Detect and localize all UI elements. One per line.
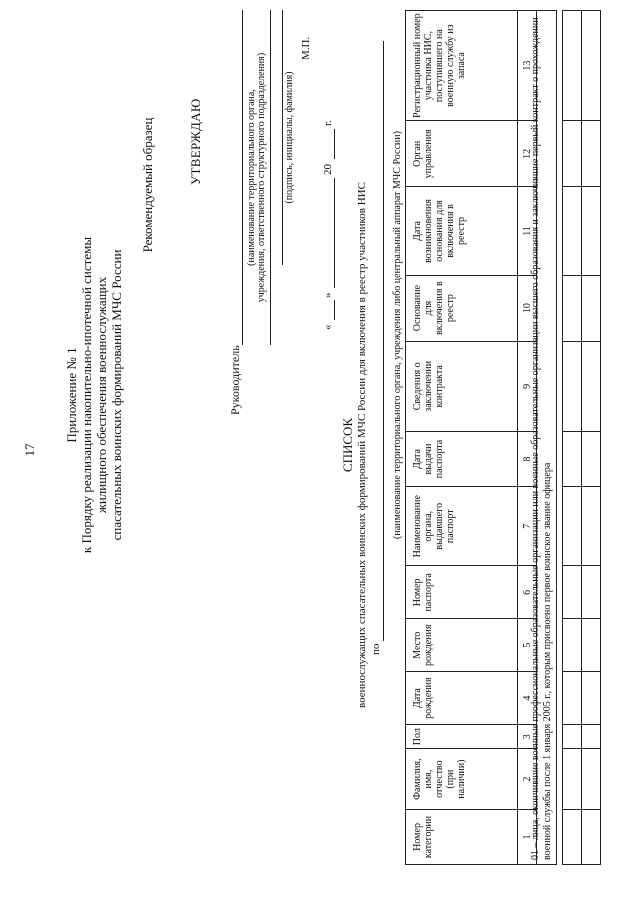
year-prefix: 20 (322, 164, 334, 175)
number-cell: 4 (518, 672, 537, 725)
approve-title: УТВЕРЖДАЮ (188, 98, 203, 185)
blank-cell (563, 566, 582, 619)
signature-note: (подпись, инициалы, фамилия) (284, 71, 295, 204)
po-note: (наименование территориального органа, учреждения либо центральный аппарат МЧС России) (392, 131, 403, 539)
list-subtitle: военнослужащих спасательных воинских формирований МЧС России для включения в реестр участников НИС (356, 182, 368, 708)
appendix-header (64, 135, 124, 655)
blank-cell (582, 749, 601, 810)
date-close-quote: » (322, 292, 334, 298)
head-note-1: (наименование территориального органа, (246, 89, 257, 266)
blank-cell (563, 749, 582, 810)
blank-cell (563, 341, 582, 431)
blank-cell (582, 341, 601, 431)
header-cell: Фамилия, имя, отчество (при наличии) (406, 749, 518, 810)
appendix-line-3: жилищного обеспечения военнослужащих (94, 276, 109, 514)
blank-cell (582, 672, 601, 725)
blank-cell (582, 619, 601, 672)
head-name-line (242, 10, 243, 345)
blank-cell (563, 809, 582, 864)
list-title: СПИСОК (340, 417, 355, 473)
blank-row (563, 11, 582, 865)
appendix-line-1: Приложение № 1 (64, 347, 79, 443)
header-cell: Место рождения (406, 619, 518, 672)
header-cell: Основание для включения в реестр (406, 275, 518, 341)
blank-cell (582, 121, 601, 187)
number-cell: 7 (518, 487, 537, 566)
number-cell: 13 (518, 11, 537, 121)
number-cell: 9 (518, 341, 537, 431)
header-cell: Номер паспорта (406, 566, 518, 619)
header-cell: Орган управления (406, 121, 518, 187)
blank-cell (563, 619, 582, 672)
number-cell: 10 (518, 275, 537, 341)
po-label: по (370, 643, 382, 655)
category-footnote: 01 – лица, окончившие военные профессиональные образовательные организации или военные образовательные организации высшего образования и заключившие первый контракт о прохождении военной службы после 1 января 2005 г., которым присвоено первое воинское звание офицера (528, 10, 557, 865)
header-cell: Дата выдачи паспорта (406, 431, 518, 486)
blank-table (562, 10, 601, 865)
head-label: Руководитель (228, 345, 242, 415)
head-note-2: учреждения, ответственного структурного подразделения) (256, 52, 267, 303)
blank-cell (582, 487, 601, 566)
number-cell: 5 (518, 619, 537, 672)
header-cell: Сведения о заключении контракта (406, 341, 518, 431)
stamp-label: М.П. (300, 36, 312, 60)
header-cell: Дата возникновения основания для включения в реестр (406, 187, 518, 275)
appendix-line-4: спасательных воинских формирований МЧС России (109, 249, 124, 541)
number-cell: 12 (518, 121, 537, 187)
blank-cell (563, 487, 582, 566)
blank-row (582, 11, 601, 865)
blank-cell (563, 725, 582, 749)
blank-cell (582, 431, 601, 486)
number-cell: 6 (518, 566, 537, 619)
date-year-line (334, 129, 335, 159)
date-day-line (334, 300, 335, 320)
date-open-quote: « (322, 324, 334, 330)
blank-cell (563, 187, 582, 275)
header-cell: Номер категории (406, 809, 518, 864)
year-suffix: г. (322, 119, 334, 126)
signature-line (282, 10, 283, 265)
blank-cell (582, 725, 601, 749)
blank-cell (582, 187, 601, 275)
header-cell: Пол (406, 725, 518, 749)
number-cell: 11 (518, 187, 537, 275)
page-number: 17 (22, 443, 37, 457)
blank-cell (563, 121, 582, 187)
po-line (383, 41, 384, 641)
number-cell: 2 (518, 749, 537, 810)
blank-cell (563, 672, 582, 725)
number-cell: 1 (518, 809, 537, 864)
blank-cell (582, 11, 601, 121)
blank-cell (563, 11, 582, 121)
number-cell: 3 (518, 725, 537, 749)
header-cell: Наименование органа, выдавшего паспорт (406, 487, 518, 566)
date-month-line (334, 178, 335, 288)
header-cell: Дата рождения (406, 672, 518, 725)
blank-cell (582, 275, 601, 341)
number-cell: 8 (518, 431, 537, 486)
blank-cell (563, 431, 582, 486)
participants-table (405, 10, 537, 865)
blank-cell (582, 809, 601, 864)
blank-cell (582, 566, 601, 619)
header-cell: Регистрационный номер участника НИС, поступившего на военную службу из запаса (406, 11, 518, 121)
table-header-row (406, 11, 518, 865)
org-line (270, 10, 271, 345)
blank-cell (563, 275, 582, 341)
recommended-sample-label: Рекомендуемый образец (140, 117, 155, 253)
appendix-line-2: к Порядку реализации накопительно-ипотечной системы (79, 236, 94, 554)
